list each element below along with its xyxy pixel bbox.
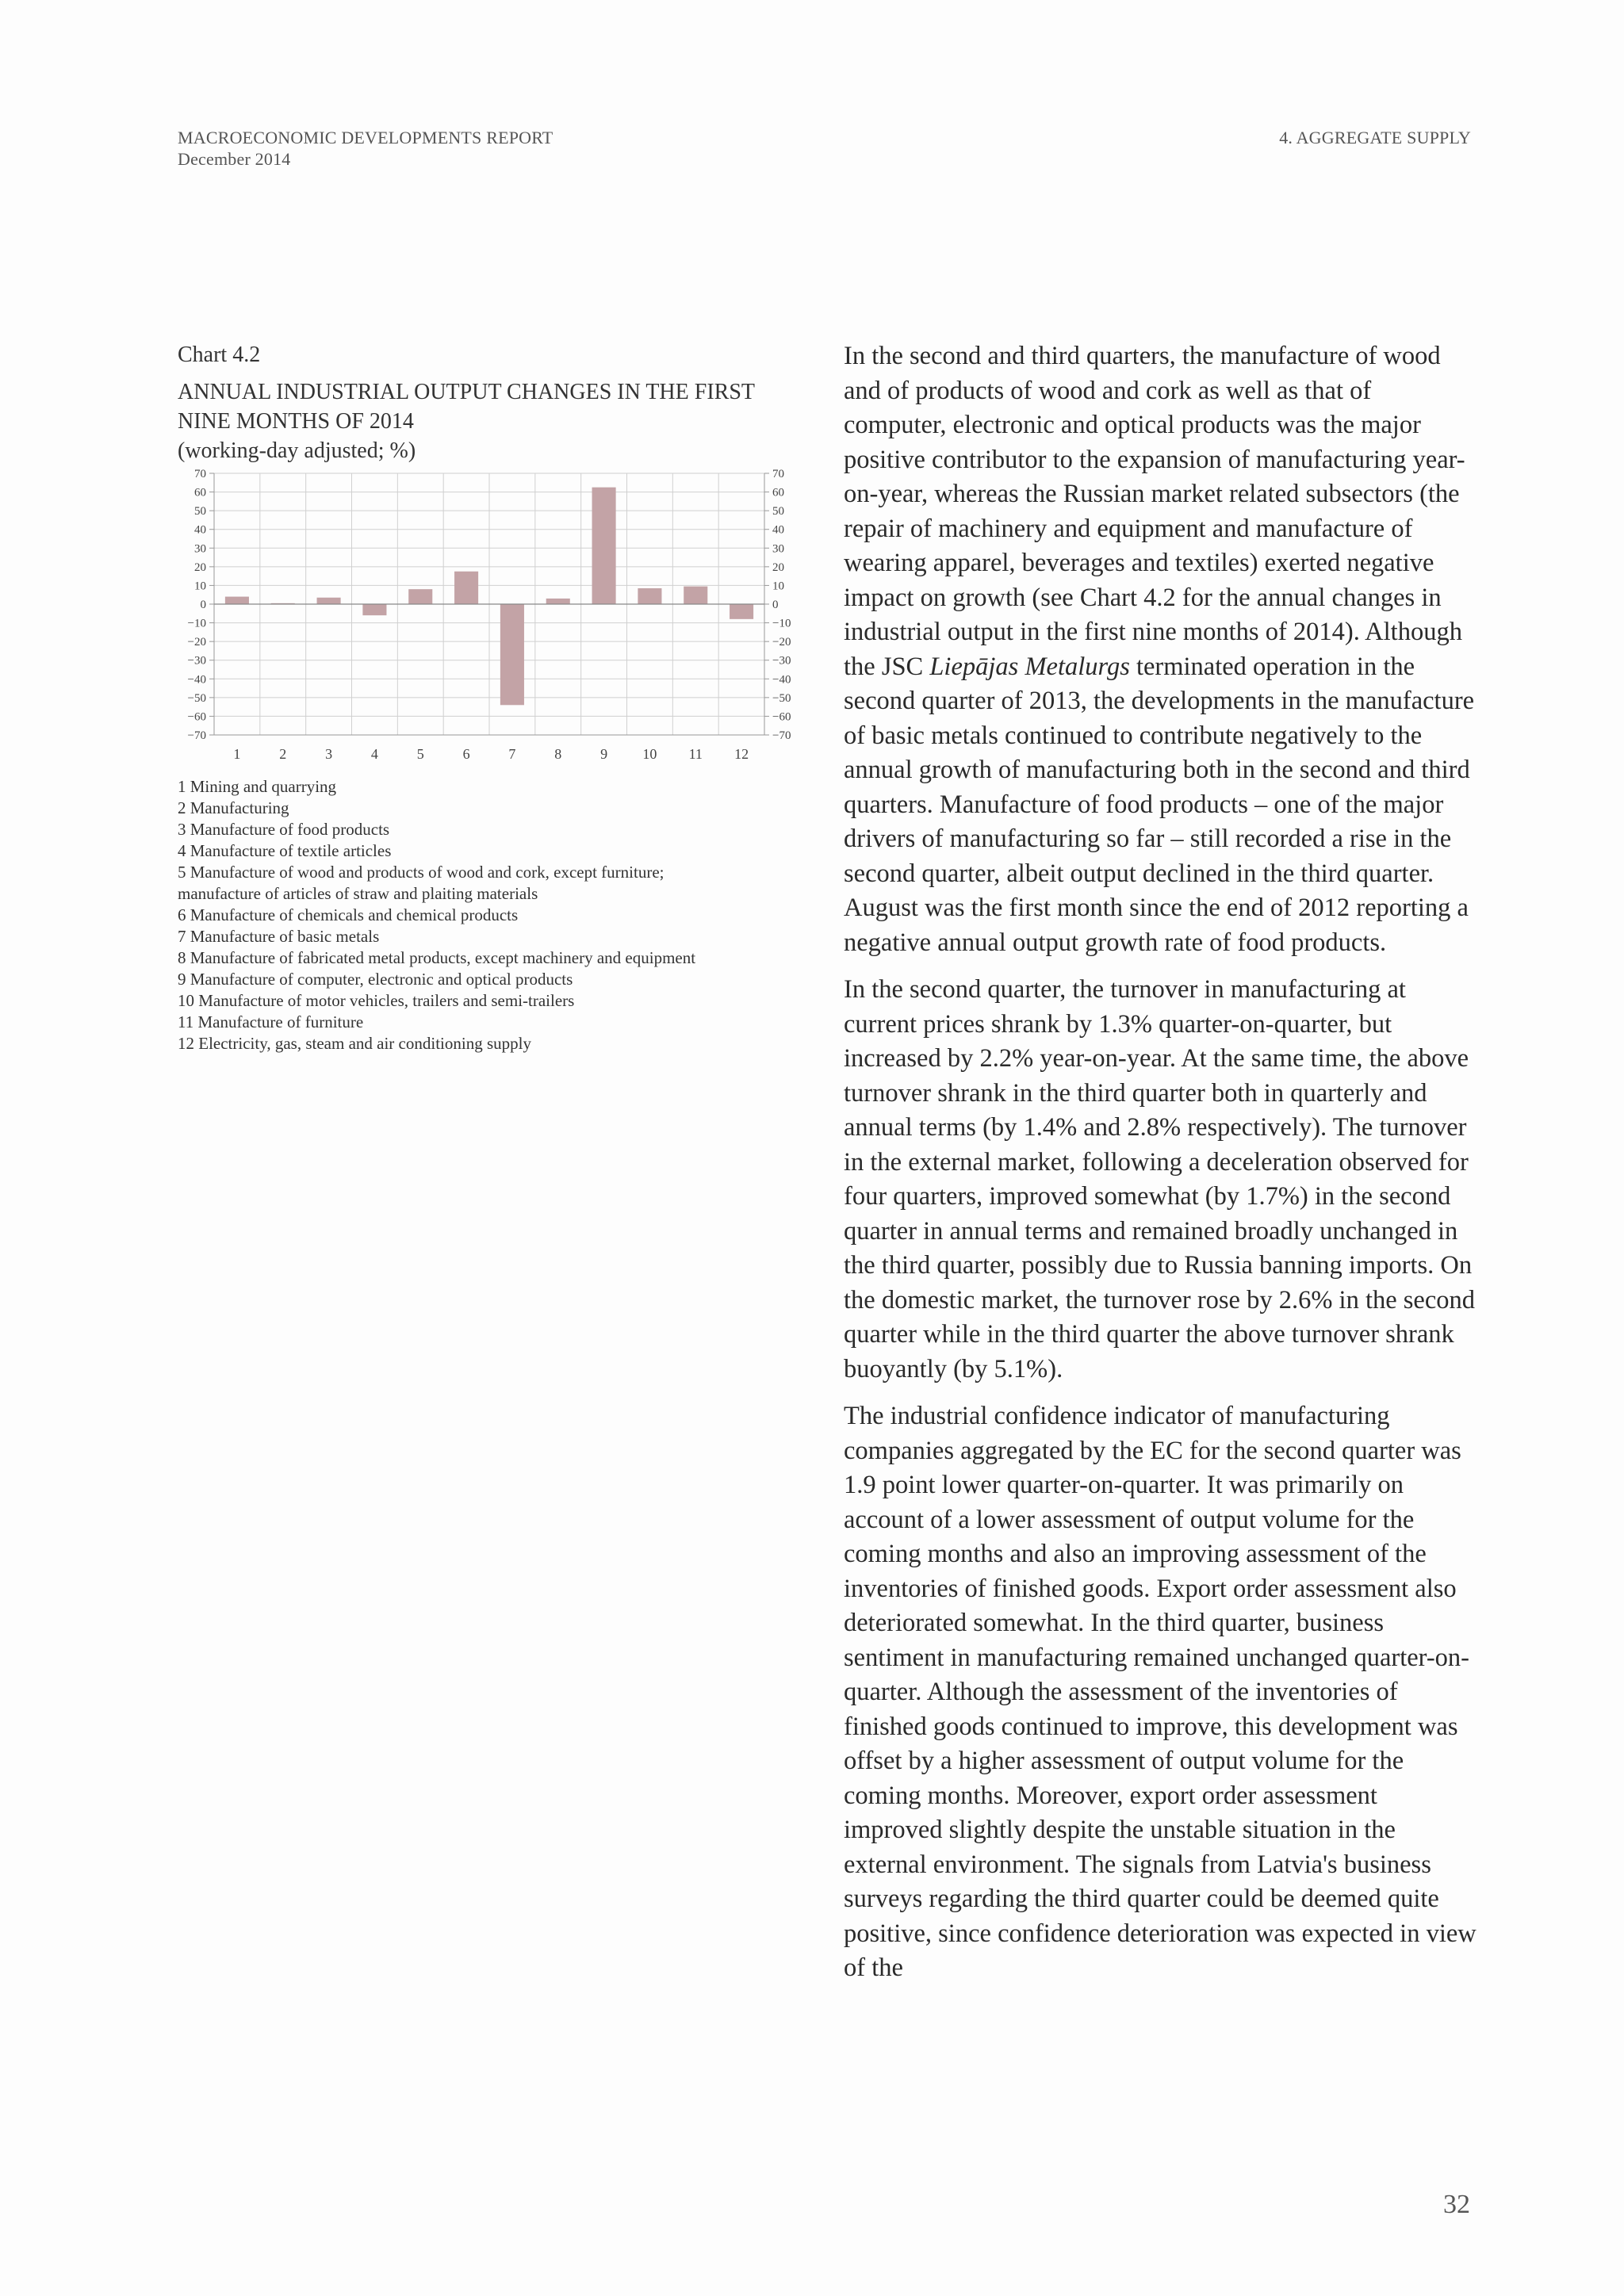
legend-item: 4 Manufacture of textile articles: [178, 841, 392, 860]
x-tick-label: 3: [325, 746, 333, 762]
report-title: MACROECONOMIC DEVELOPMENTS REPORT: [178, 128, 553, 147]
bar-10: [638, 588, 661, 604]
bar-5: [408, 589, 432, 604]
chart-number: Chart 4.2: [178, 342, 261, 367]
bar-3: [317, 598, 341, 604]
y-tick-label-left: 70: [194, 469, 206, 480]
x-tick-label: 9: [600, 746, 608, 762]
bar-chart: [178, 469, 796, 771]
x-tick-label: 11: [688, 746, 703, 762]
bar-6: [454, 572, 478, 604]
running-header-left: [178, 127, 553, 170]
legend-item: 6 Manufacture of chemicals and chemical products: [178, 905, 519, 924]
bar-12: [730, 604, 753, 619]
x-tick-label: 1: [233, 746, 241, 762]
y-tick-label-left: 0: [200, 599, 206, 611]
bar-7: [500, 604, 524, 705]
y-tick-label-right: 40: [772, 523, 784, 537]
paragraph-1-part-a: In the second and third quarters, the manufacture of wood and of products of wood and cork as well as that of computer, electronic and optical products was the major positive contributor to the expansion of manufacturing year-on-year, whereas the Russian market related subsectors (the repair of machinery and equipment and manufacture of wearing apparel, beverages and textiles) exerted negative impact on growth (see Chart 4.2 for the annual changes in industrial output in the first nine months of 2014). Although the JSC: [844, 342, 1465, 681]
y-tick-label-right: −20: [772, 636, 791, 649]
bar-4: [362, 604, 386, 615]
y-tick-label-left: 30: [194, 542, 206, 556]
y-tick-label-right: −10: [772, 617, 791, 630]
legend-item: 9 Manufacture of computer, electronic and optical products: [178, 970, 573, 989]
y-tick-label-right: −40: [772, 673, 791, 687]
y-tick-label-left: 60: [194, 486, 206, 499]
section-title: 4. AGGREGATE SUPPLY: [1279, 128, 1471, 147]
y-tick-label-right: 20: [772, 561, 784, 574]
x-tick-label: 4: [370, 746, 378, 762]
legend-item: 3 Manufacture of food products: [178, 820, 390, 839]
y-tick-label-right: 30: [772, 542, 784, 556]
legend-item: 1 Mining and quarrying: [178, 777, 337, 796]
paragraph-1-part-b: terminated operation in the second quarter of 2013, the developments in the manufacture of basic metals continued to contribute negatively to the annual growth of manufacturing both in the second and third quarters. Manufacture of food products – one of the major drivers of manufacturing so far – still recorded a rise in the second quarter, albeit output declined in the third quarter. August was the first month since the end of 2012 reporting a negative annual output growth rate of food products.: [844, 652, 1475, 957]
legend-item: 10 Manufacture of motor vehicles, trailers and semi-trailers: [178, 991, 575, 1010]
y-tick-label-left: 40: [194, 523, 206, 537]
running-header-right: [1279, 127, 1471, 148]
y-tick-label-right: 60: [772, 486, 784, 499]
y-tick-label-right: −30: [772, 654, 791, 668]
y-tick-label-left: −30: [187, 654, 206, 668]
y-tick-label-left: 10: [194, 580, 206, 593]
x-tick-label: 6: [462, 746, 470, 762]
y-tick-label-right: 70: [772, 469, 784, 480]
y-tick-label-right: 50: [772, 505, 784, 519]
x-tick-label: 2: [279, 746, 287, 762]
y-tick-label-left: 20: [194, 561, 206, 574]
x-tick-label: 8: [554, 746, 562, 762]
legend-item: 12 Electricity, gas, steam and air conditioning supply: [178, 1034, 531, 1053]
company-name: Liepājas Metalurgs: [929, 652, 1130, 681]
y-tick-label-right: 0: [772, 599, 779, 611]
y-tick-label-right: −60: [772, 710, 791, 724]
bar-9: [592, 488, 616, 604]
paragraph-1: [844, 339, 1478, 960]
y-tick-label-right: −50: [772, 691, 791, 705]
y-tick-label-left: −60: [187, 710, 206, 724]
y-tick-label-right: 10: [772, 580, 784, 593]
legend-item: 2 Manufacturing: [178, 798, 289, 817]
y-tick-label-left: −10: [187, 617, 206, 630]
legend-item: 7 Manufacture of basic metals: [178, 927, 380, 946]
x-tick-label: 12: [734, 746, 749, 762]
legend-item: 5 Manufacture of wood and products of wood and cork, except furniture; manufacture of articles of straw and plaiting materials: [178, 863, 665, 903]
page-number: 32: [1443, 2190, 1470, 2219]
chart-legend: [178, 776, 796, 1054]
bar-8: [546, 599, 570, 604]
y-tick-label-left: −40: [187, 673, 206, 687]
chart-title: ANNUAL INDUSTRIAL OUTPUT CHANGES IN THE FIRST NINE MONTHS OF 2014: [178, 380, 755, 434]
y-tick-label-right: −70: [772, 729, 791, 742]
y-tick-label-left: −20: [187, 636, 206, 649]
y-tick-label-left: −70: [187, 729, 206, 742]
x-tick-label: 7: [508, 746, 516, 762]
report-date: December 2014: [178, 149, 291, 169]
legend-item: 11 Manufacture of furniture: [178, 1012, 364, 1031]
x-tick-label: 5: [416, 746, 424, 762]
paragraph-2: In the second quarter, the turnover in manufacturing at current prices shrank by 1.3% quarter-on-quarter, but increased by 2.2% year-on-year. At the same time, the above turnover shrank in the third quarter both in quarterly and annual terms (by 1.4% and 2.8% respectively). The turnover in the external market, following a deceleration observed for four quarters, improved somewhat (by 1.7%) in the second quarter in annual terms and remained broadly unchanged in the third quarter, possibly due to Russia banning imports. On the domestic market, the turnover rose by 2.6% in the second quarter while in the third quarter the above turnover shrank buoyantly (by 5.1%).: [844, 975, 1476, 1383]
y-tick-label-left: 50: [194, 505, 206, 519]
bar-1: [225, 597, 249, 604]
paragraph-3: The industrial confidence indicator of manufacturing companies aggregated by the EC for the second quarter was 1.9 point lower quarter-on-quarter. It was primarily on account of a lower assessment of output volume for the coming months and also an improving assessment of the inventories of finished goods. Export order assessment also deteriorated somewhat. In the third quarter, business sentiment in manufacturing remained unchanged quarter-on-quarter. Although the assessment of the inventories of finished goods continued to improve, this development was offset by a higher assessment of output volume for the coming months. Moreover, export order assessment improved slightly despite the unstable situation in the external environment. The signals from Latvia's business surveys regarding the third quarter could be deemed quite positive, since confidence deterioration was expected in view of the: [844, 1402, 1477, 1982]
y-tick-label-left: −50: [187, 691, 206, 705]
x-tick-label: 10: [642, 746, 657, 762]
bar-11: [684, 587, 707, 604]
legend-item: 8 Manufacture of fabricated metal products, except machinery and equipment: [178, 948, 696, 967]
chart-block: [178, 342, 796, 1054]
chart-units: (working-day adjusted; %): [178, 438, 416, 463]
body-text: [844, 339, 1478, 1999]
